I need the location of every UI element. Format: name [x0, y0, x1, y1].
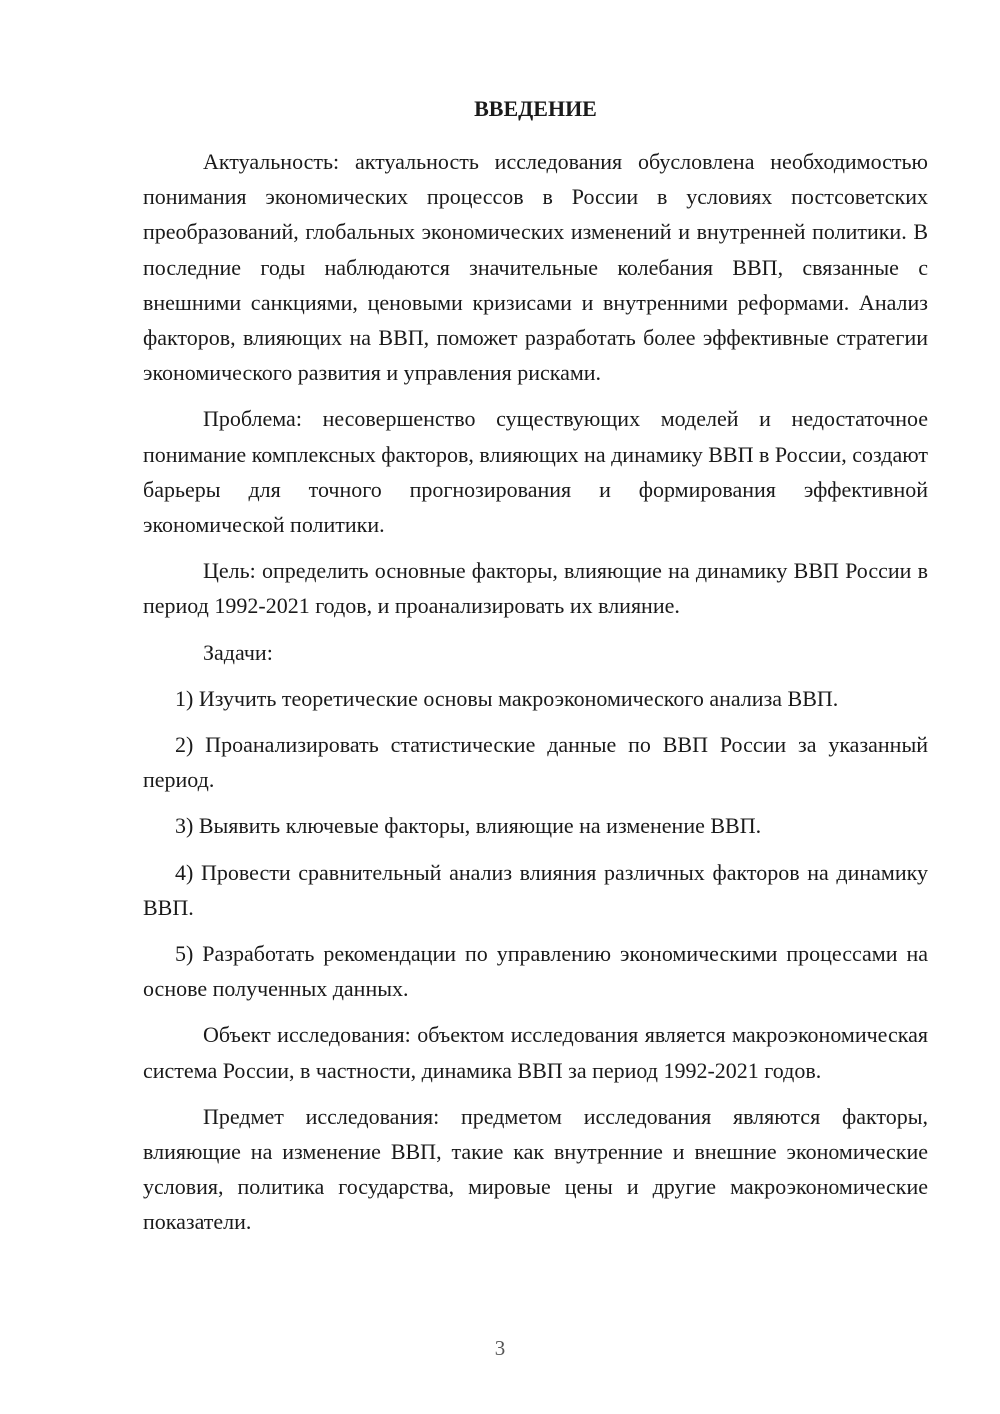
task-item-5: 5) Разработать рекомендации по управлению экономическими процессами на основе полученных данных.: [143, 941, 928, 1002]
tasks-heading: Задачи:: [203, 639, 273, 665]
object-paragraph: Объект исследования: объектом исследования является макроэкономическая система России, в частности, динамика ВВП за период 1992-2021 годов.: [143, 1022, 928, 1083]
subject-paragraph: Предмет исследования: предметом исследования являются факторы, влияющие на изменение ВВП, такие как внутренние и внешние экономические условия, политика государства, мировые цены и другие макроэкономические показатели.: [143, 1103, 928, 1235]
page-title: ВВЕДЕНИЕ: [474, 96, 597, 121]
task-item-2: 2) Проанализировать статистические данные по ВВП России за указанный период.: [143, 732, 928, 793]
relevance-paragraph: Актуальность: актуальность исследования обусловлена необходимостью понимания экономических процессов в России в условиях постсоветских преобразований, глобальных экономических изменений и внутренней политики. В последние годы наблюдаются значительные колебания ВВП, связанные с внешними санкциями, ценовыми кризисами и внутренними реформами. Анализ факторов, влияющих на ВВП, поможет разработать более эффективные стратегии экономического развития и управления рисками.: [143, 149, 928, 386]
goal-paragraph: Цель: определить основные факторы, влияющие на динамику ВВП России в период 1992-2021 годов, и проанализировать их влияние.: [143, 558, 928, 619]
page-number: 3: [494, 1336, 506, 1360]
problem-paragraph: Проблема: несовершенство существующих моделей и недостаточное понимание комплексных факторов, влияющих на динамику ВВП в России, создают барьеры для точного прогнозирования и формирования эффективной экономической политики.: [143, 406, 928, 538]
task-item-3: 3) Выявить ключевые факторы, влияющие на изменение ВВП.: [175, 813, 762, 839]
document-page: [143, 94, 928, 1251]
task-item-4: 4) Провести сравнительный анализ влияния различных факторов на динамику ВВП.: [143, 859, 928, 920]
task-item-1: 1) Изучить теоретические основы макроэкономического анализа ВВП.: [175, 685, 839, 711]
